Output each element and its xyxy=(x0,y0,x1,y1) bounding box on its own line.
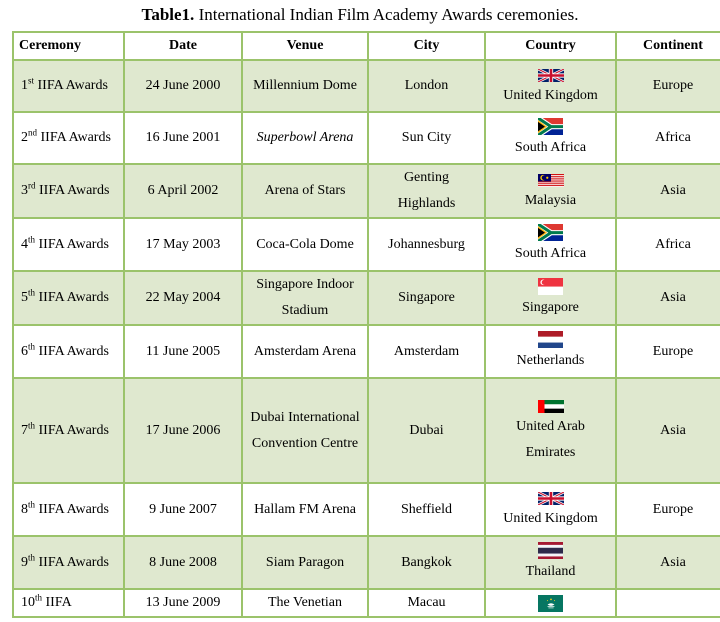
cell-venue: Millennium Dome xyxy=(242,60,368,112)
cell-continent: Europe xyxy=(616,483,720,536)
ceremony-number: 5 xyxy=(21,290,28,305)
cell-country xyxy=(485,164,616,218)
cell-city: Macau xyxy=(368,589,485,617)
cell-ceremony xyxy=(13,60,124,112)
country-name: Thailand xyxy=(525,564,576,579)
country-name: Singapore xyxy=(522,299,579,315)
cell-venue: Superbowl Arena xyxy=(242,112,368,164)
cell-country xyxy=(485,483,616,536)
ceremony-number: 3 xyxy=(21,183,28,198)
cell-date: 24 June 2000 xyxy=(124,60,242,112)
cell-date: 11 June 2005 xyxy=(124,325,242,378)
malaysia-flag-icon xyxy=(538,171,564,187)
ceremony-ordinal: nd xyxy=(28,127,37,138)
cell-date: 9 June 2007 xyxy=(124,483,242,536)
cell-city: Sheffield xyxy=(368,483,485,536)
cell-continent: Asia xyxy=(616,271,720,325)
cell-city: Bangkok xyxy=(368,536,485,589)
cell-date: 16 June 2001 xyxy=(124,112,242,164)
cell-continent: Europe xyxy=(616,325,720,378)
cell-city: Dubai xyxy=(368,378,485,483)
caption-label: Table1. xyxy=(141,5,195,24)
ceremony-number: 6 xyxy=(21,343,28,359)
cell-continent xyxy=(616,589,720,617)
ceremony-label: IIFA Awards xyxy=(35,236,109,252)
header-ceremony: Ceremony xyxy=(13,32,124,60)
ceremony-label: IIFA Awards xyxy=(35,554,109,570)
cell-ceremony xyxy=(13,218,124,271)
country-name: United Kingdom xyxy=(503,511,598,526)
ceremony-label: IIFA xyxy=(42,595,72,610)
cell-ceremony xyxy=(13,325,124,378)
cell-ceremony xyxy=(13,483,124,536)
cell-ceremony xyxy=(13,164,124,218)
cell-city: London xyxy=(368,60,485,112)
cell-venue: Dubai International Convention Centre xyxy=(242,378,368,483)
table-row xyxy=(13,271,720,325)
table-header-row xyxy=(13,32,720,60)
table-row xyxy=(13,536,720,589)
cell-country xyxy=(485,60,616,112)
table-row xyxy=(13,164,720,218)
ceremony-number: 8 xyxy=(21,501,28,517)
cell-date: 17 May 2003 xyxy=(124,218,242,271)
cell-ceremony xyxy=(13,112,124,164)
country-name: United Kingdom xyxy=(503,87,598,103)
ceremonies-table xyxy=(12,31,720,618)
header-continent: Continent xyxy=(616,32,720,60)
header-venue: Venue xyxy=(242,32,368,60)
cell-ceremony xyxy=(13,589,124,617)
ceremony-number: 9 xyxy=(21,554,28,570)
table-row xyxy=(13,218,720,271)
table-row xyxy=(13,378,720,483)
cell-continent: Africa xyxy=(616,112,720,164)
cell-ceremony xyxy=(13,378,124,483)
cell-venue: Hallam FM Arena xyxy=(242,483,368,536)
cell-venue: Amsterdam Arena xyxy=(242,325,368,378)
ceremony-label: IIFA Awards xyxy=(35,343,109,359)
caption-text: International Indian Film Academy Awards ceremonies. xyxy=(194,5,579,24)
country-name: South Africa xyxy=(514,246,587,261)
cell-city: Sun City xyxy=(368,112,485,164)
cell-date: 22 May 2004 xyxy=(124,271,242,325)
cell-continent: Africa xyxy=(616,218,720,271)
country-name: South Africa xyxy=(514,139,587,155)
cell-country xyxy=(485,589,616,617)
cell-country xyxy=(485,325,616,378)
header-country: Country xyxy=(485,32,616,60)
uk-flag-icon xyxy=(538,489,564,505)
cell-continent: Asia xyxy=(616,378,720,483)
cell-date: 6 April 2002 xyxy=(124,164,242,218)
table-row xyxy=(13,325,720,378)
ceremony-ordinal: th xyxy=(35,592,43,603)
country-name: Malaysia xyxy=(524,192,577,208)
cell-venue: Siam Paragon xyxy=(242,536,368,589)
cell-ceremony xyxy=(13,271,124,325)
uk-flag-icon xyxy=(538,66,564,82)
header-city: City xyxy=(368,32,485,60)
cell-country xyxy=(485,536,616,589)
cell-venue: Arena of Stars xyxy=(242,164,368,218)
singapore-flag-icon xyxy=(538,278,564,294)
country-name: United Arab Emirates xyxy=(516,419,585,460)
cell-venue: The Venetian xyxy=(242,589,368,617)
cell-city: Amsterdam xyxy=(368,325,485,378)
ceremony-ordinal: th xyxy=(28,287,36,298)
ceremony-number: 7 xyxy=(21,422,28,438)
south-africa-flag-icon xyxy=(538,224,564,240)
cell-continent: Asia xyxy=(616,164,720,218)
ceremony-ordinal: rd xyxy=(28,180,36,191)
ceremony-label: IIFA Awards xyxy=(37,130,111,145)
ceremony-number: 10 xyxy=(21,595,35,610)
ceremony-label: IIFA Awards xyxy=(34,78,108,93)
ceremony-number: 4 xyxy=(21,236,28,252)
header-date: Date xyxy=(124,32,242,60)
table-row xyxy=(13,60,720,112)
ceremony-ordinal: th xyxy=(28,340,36,351)
country-name: Netherlands xyxy=(516,353,585,368)
south-africa-flag-icon xyxy=(538,118,564,134)
ceremony-number: 2 xyxy=(21,130,28,145)
cell-city: Genting Highlands xyxy=(368,164,485,218)
ceremony-ordinal: st xyxy=(28,75,35,86)
cell-date: 8 June 2008 xyxy=(124,536,242,589)
ceremony-label: IIFA Awards xyxy=(35,290,109,305)
cell-venue: Singapore Indoor Stadium xyxy=(242,271,368,325)
ceremony-number: 1 xyxy=(21,78,28,93)
ceremony-label: IIFA Awards xyxy=(35,422,109,438)
ceremony-ordinal: th xyxy=(28,233,36,244)
cell-city: Singapore xyxy=(368,271,485,325)
cell-continent: Europe xyxy=(616,60,720,112)
table-row xyxy=(13,483,720,536)
cell-date: 13 June 2009 xyxy=(124,589,242,617)
netherlands-flag-icon xyxy=(538,331,564,347)
thailand-flag-icon xyxy=(538,542,564,558)
ceremony-ordinal: th xyxy=(28,498,36,509)
table-caption xyxy=(0,4,720,26)
uae-flag-icon xyxy=(538,397,564,413)
ceremony-label: IIFA Awards xyxy=(35,183,110,198)
ceremony-ordinal: th xyxy=(28,551,36,562)
macau-flag-icon xyxy=(538,595,564,611)
table-row xyxy=(13,112,720,164)
cell-ceremony xyxy=(13,536,124,589)
cell-country xyxy=(485,271,616,325)
cell-country xyxy=(485,218,616,271)
cell-country xyxy=(485,378,616,483)
cell-venue: Coca-Cola Dome xyxy=(242,218,368,271)
ceremony-ordinal: th xyxy=(28,419,36,430)
table-row xyxy=(13,589,720,617)
cell-city: Johannesburg xyxy=(368,218,485,271)
cell-continent: Asia xyxy=(616,536,720,589)
cell-country xyxy=(485,112,616,164)
cell-date: 17 June 2006 xyxy=(124,378,242,483)
ceremony-label: IIFA Awards xyxy=(35,501,109,517)
